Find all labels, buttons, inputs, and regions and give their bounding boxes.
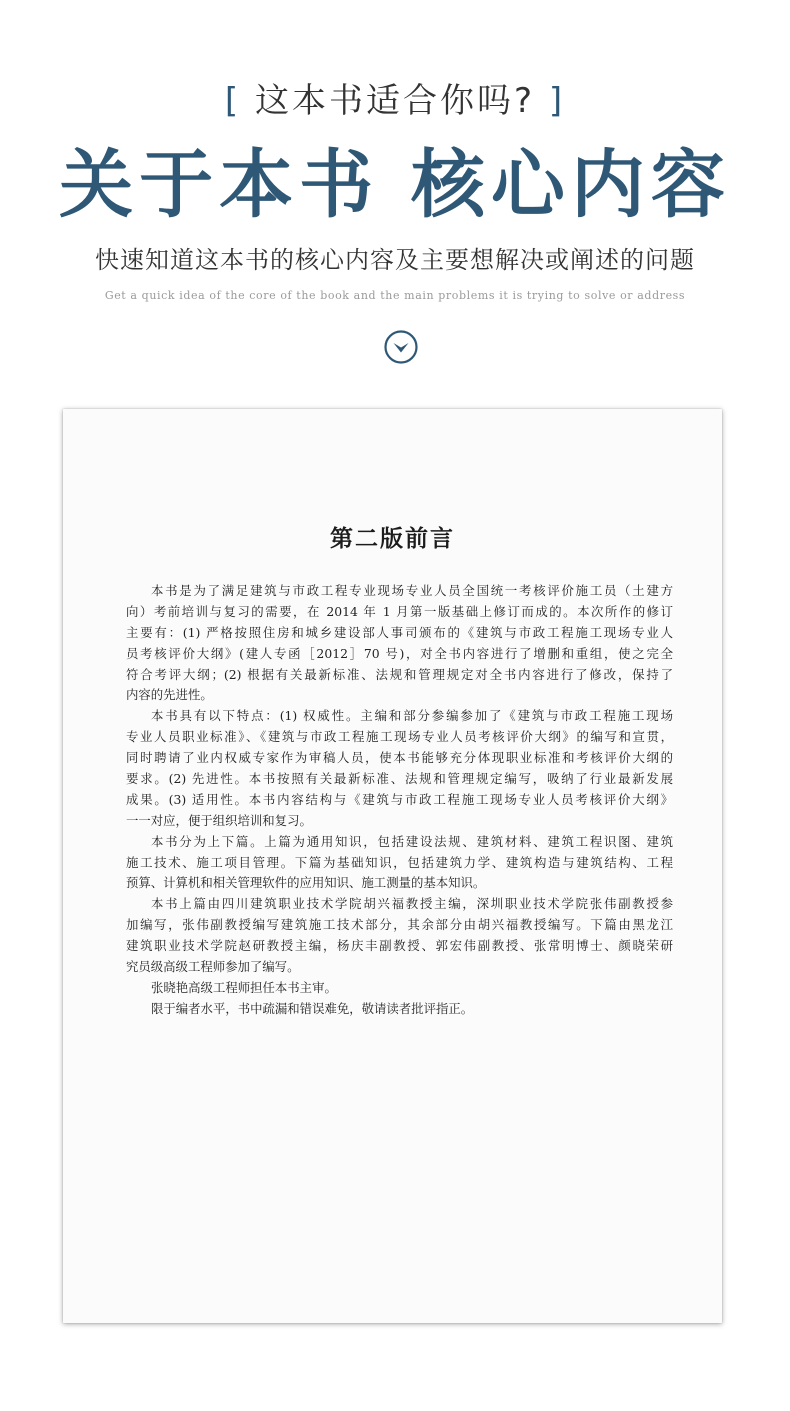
text-line: 究员级高级工程师参加了编写。 <box>126 959 300 975</box>
text-line: 加编写，张伟副教授编写建筑施工技术部分，其余部分由胡兴福教授编写。下篇由黑龙江 <box>126 917 673 933</box>
text-line: 同时聘请了业内权威专家作为审稿人员，使本书能够充分体现职业标准和考核评价大纲的 <box>126 750 673 766</box>
text-line: 向）考前培训与复习的需要，在 2014 年 1 月第一版基础上修订而成的。本次所作的修订 <box>126 603 673 619</box>
document-heading: 第二版前言 <box>330 525 455 552</box>
text-line: 张晓艳高级工程师担任本书主审。 <box>151 979 337 995</box>
text-line: 员考核评价大纲》(建人专函［2012］70 号)，对全书内容进行了增删和重组，使之完全 <box>126 645 673 661</box>
text-line: 本书具有以下特点：(1) 权威性。主编和部分参编参加了《建筑与市政工程施工现场 <box>151 708 673 724</box>
text-line: 主要有：(1) 严格按照住房和城乡建设部人事司颁布的《建筑与市政工程施工现场专业人 <box>126 624 673 640</box>
question-text: 这本书适合你吗? <box>254 81 536 121</box>
text-line: 专业人员职业标准》、《建筑与市政工程施工现场专业人员考核评价大纲》的编写和宣贯， <box>126 729 673 745</box>
text-line: 施工技术、施工项目管理。下篇为基础知识，包括建筑力学、建筑构造与建筑结构、工程 <box>126 854 673 870</box>
text-line: 本书是为了满足建筑与市政工程专业现场专业人员全国统一考核评价施工员（土建方 <box>151 583 673 598</box>
book-page-scan <box>63 409 722 1323</box>
page-title: 关于本书 核心内容 <box>59 142 731 228</box>
question-line <box>0 76 790 126</box>
chevron-down-circle-icon <box>383 329 419 365</box>
text-line: 要求。(2) 先进性。本书按照有关最新标准、法规和管理规定编写，吸纳了行业最新发展 <box>126 771 673 787</box>
text-line: 本书上篇由四川建筑职业技术学院胡兴福教授主编，深圳职业技术学院张伟副教授参 <box>151 896 673 912</box>
text-line: 一一对应，便于组织培训和复习。 <box>126 812 312 828</box>
text-line: 本书分为上下篇。上篇为通用知识，包括建设法规、建筑材料、建筑工程识图、建筑 <box>151 833 673 849</box>
text-line: 预算、计算机和相关管理软件的应用知识、施工测量的基本知识。 <box>126 875 486 891</box>
text-line: 限于编者水平，书中疏漏和错误难免，敬请读者批评指正。 <box>151 1000 474 1016</box>
description-chinese: 快速知道这本书的核心内容及主要想解决或阐述的问题 <box>95 246 695 274</box>
header-section <box>0 0 790 400</box>
description-english: Get a quick idea of the core of the book and the main problems it is trying to solve or address <box>104 289 686 302</box>
text-line: 成果。(3) 适用性。本书内容结构与《建筑与市政工程施工现场专业人员考核评价大纲》 <box>126 791 673 807</box>
right-bracket: ] <box>548 81 566 121</box>
document-body <box>126 581 673 1020</box>
text-line: 内容的先进性。 <box>126 687 213 703</box>
left-bracket: [ <box>224 81 242 121</box>
text-line: 建筑职业技术学院赵研教授主编，杨庆丰副教授、郭宏伟副教授、张常明博士、颜晓荣研 <box>126 938 673 954</box>
text-line: 符合考评大纲；(2) 根据有关最新标准、法规和管理规定对全书内容进行了修改，保持了 <box>126 666 673 682</box>
